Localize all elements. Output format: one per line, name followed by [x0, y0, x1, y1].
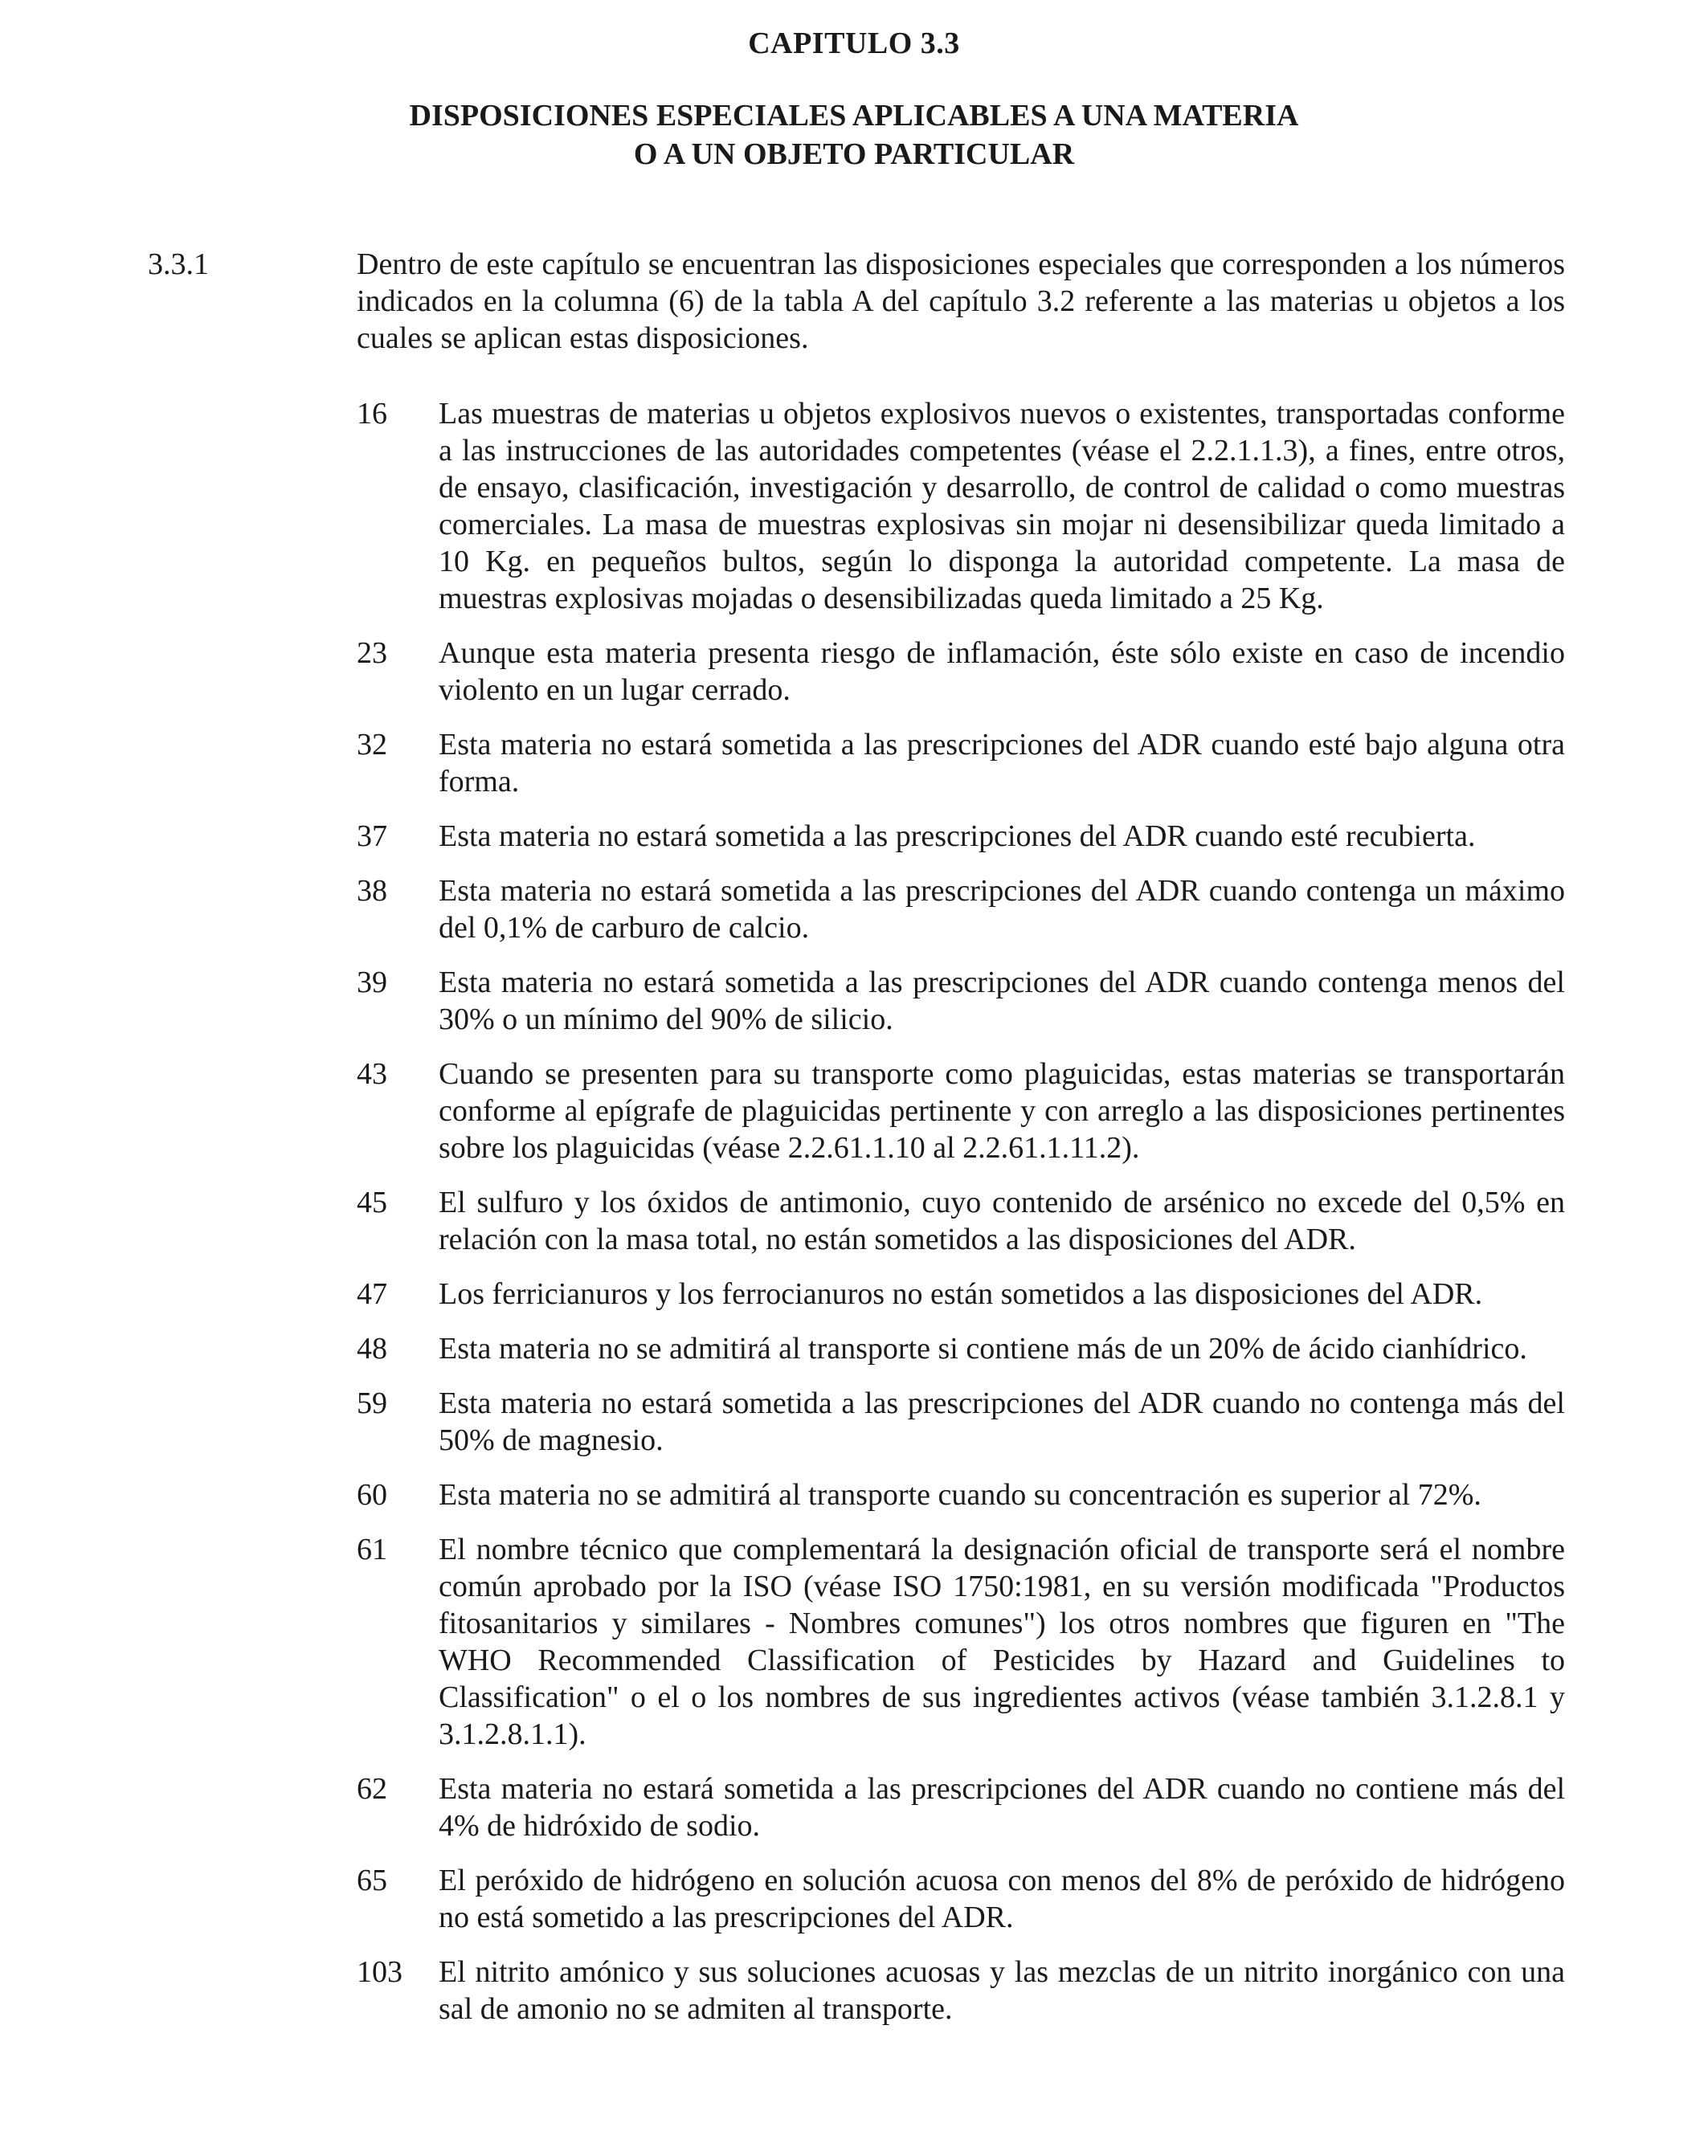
provision-text: Esta materia no estará sometida a las prescripciones del ADR cuando esté bajo alguna otra forma. [439, 728, 1565, 798]
provision-text: Los ferricianuros y los ferrocianuros no están sometidos a las disposiciones del ADR. [439, 1277, 1483, 1311]
chapter-title-line-2: O A UN OBJETO PARTICULAR [633, 137, 1075, 171]
provision-item [357, 1531, 1565, 1753]
provision-number: 62 [357, 1772, 387, 1806]
special-provisions-list [357, 395, 1565, 2045]
provision-item [357, 872, 1565, 946]
section-number: 3.3.1 [148, 247, 209, 281]
provision-item [357, 1954, 1565, 2027]
provision-text: Esta materia no estará sometida a las prescripciones del ADR cuando contenga un máximo del 0,1% de carburo de calcio. [439, 874, 1565, 945]
provision-text: Esta materia no estará sometida a las prescripciones del ADR cuando no contiene más del 4% de hidróxido de sodio. [439, 1772, 1565, 1843]
chapter-title [0, 96, 1708, 174]
provision-text: Esta materia no estará sometida a las prescripciones del ADR cuando no contenga más del 50% de magnesio. [439, 1386, 1565, 1457]
provision-item [357, 395, 1565, 617]
provision-number: 61 [357, 1533, 387, 1566]
provision-text: Las muestras de materias u objetos explosivos nuevos o existentes, transportadas conforme a las instrucciones de las autoridades competentes (véase el 2.2.1.1.3), a fines, entre otros, de ensayo, clasificación, investigación y desarrollo, de control de calidad o como muestras comerciales. La masa de muestras explosivas sin mojar ni desensibilizar queda limitado a 10 Kg. en pequeños bultos, según lo disponga la autoridad competente. La masa de muestras explosivas mojadas o desensibilizadas queda limitado a 25 Kg. [439, 397, 1565, 615]
provision-item [357, 635, 1565, 708]
provision-number: 32 [357, 728, 387, 762]
section-intro: Dentro de este capítulo se encuentran las disposiciones especiales que corresponden a los números indicados en la columna (6) de la tabla A del capítulo 3.2 referente a las materias u objetos a los cuales se aplican estas disposiciones. [357, 247, 1565, 355]
provision-item [357, 1862, 1565, 1936]
provision-text: Esta materia no se admitirá al transporte cuando su concentración es superior al 72%. [439, 1478, 1481, 1512]
provision-text: Esta materia no estará sometida a las prescripciones del ADR cuando contenga menos del 30% o un mínimo del 90% de silicio. [439, 966, 1565, 1036]
provision-item [357, 1385, 1565, 1459]
provision-number: 39 [357, 966, 387, 999]
provision-text: El nombre técnico que complementará la designación oficial de transporte será el nombre común aprobado por la ISO (véase ISO 1750:1981, en su versión modificada "Productos fitosanitarios y similares - Nombres comunes") los otros nombres que figuren en "The WHO Recommended Classification of Pesticides by Hazard and Guidelines to Classification" o el o los nombres de sus ingredientes activos (véase también 3.1.2.8.1 y 3.1.2.8.1.1). [439, 1533, 1565, 1751]
provision-number: 16 [357, 397, 387, 431]
provision-item [357, 818, 1565, 855]
provision-number: 48 [357, 1332, 387, 1366]
provision-text: Cuando se presenten para su transporte como plaguicidas, estas materias se transportarán conforme al epígrafe de plaguicidas pertinente y con arreglo a las disposiciones pertinentes sobre los plaguicidas (véase 2.2.61.1.10 al 2.2.61.1.11.2). [439, 1057, 1565, 1165]
provision-number: 65 [357, 1864, 387, 1897]
provision-item [357, 1276, 1565, 1313]
provision-number: 45 [357, 1186, 387, 1219]
provision-number: 103 [357, 1955, 402, 1989]
provision-item [357, 1184, 1565, 1258]
provision-item [357, 1056, 1565, 1166]
provision-number: 43 [357, 1057, 387, 1091]
provision-item [357, 726, 1565, 800]
provision-number: 37 [357, 819, 387, 853]
chapter-title-line-1: DISPOSICIONES ESPECIALES APLICABLES A UNA MATERIA [409, 99, 1299, 133]
provision-text: El peróxido de hidrógeno en solución acuosa con menos del 8% de peróxido de hidrógeno no está sometido a las prescripciones del ADR. [439, 1864, 1565, 1934]
provision-text: Aunque esta materia presenta riesgo de inflamación, éste sólo existe en caso de incendio violento en un lugar cerrado. [439, 636, 1565, 707]
provision-number: 47 [357, 1277, 387, 1311]
chapter-heading: CAPITULO 3.3 [748, 27, 960, 60]
provision-item [357, 1330, 1565, 1367]
provision-text: El sulfuro y los óxidos de antimonio, cuyo contenido de arsénico no excede del 0,5% en relación con la masa total, no están sometidos a las disposiciones del ADR. [439, 1186, 1565, 1256]
provision-text: Esta materia no estará sometida a las prescripciones del ADR cuando esté recubierta. [439, 819, 1476, 853]
provision-text: Esta materia no se admitirá al transporte si contiene más de un 20% de ácido cianhídrico. [439, 1332, 1527, 1366]
provision-number: 38 [357, 874, 387, 908]
provision-number: 59 [357, 1386, 387, 1420]
provision-number: 23 [357, 636, 387, 670]
provision-number: 60 [357, 1478, 387, 1512]
provision-item [357, 1476, 1565, 1513]
provision-text: El nitrito amónico y sus soluciones acuosas y las mezclas de un nitrito inorgánico con una sal de amonio no se admiten al transporte. [439, 1955, 1565, 2026]
provision-item [357, 964, 1565, 1038]
provision-item [357, 1770, 1565, 1844]
